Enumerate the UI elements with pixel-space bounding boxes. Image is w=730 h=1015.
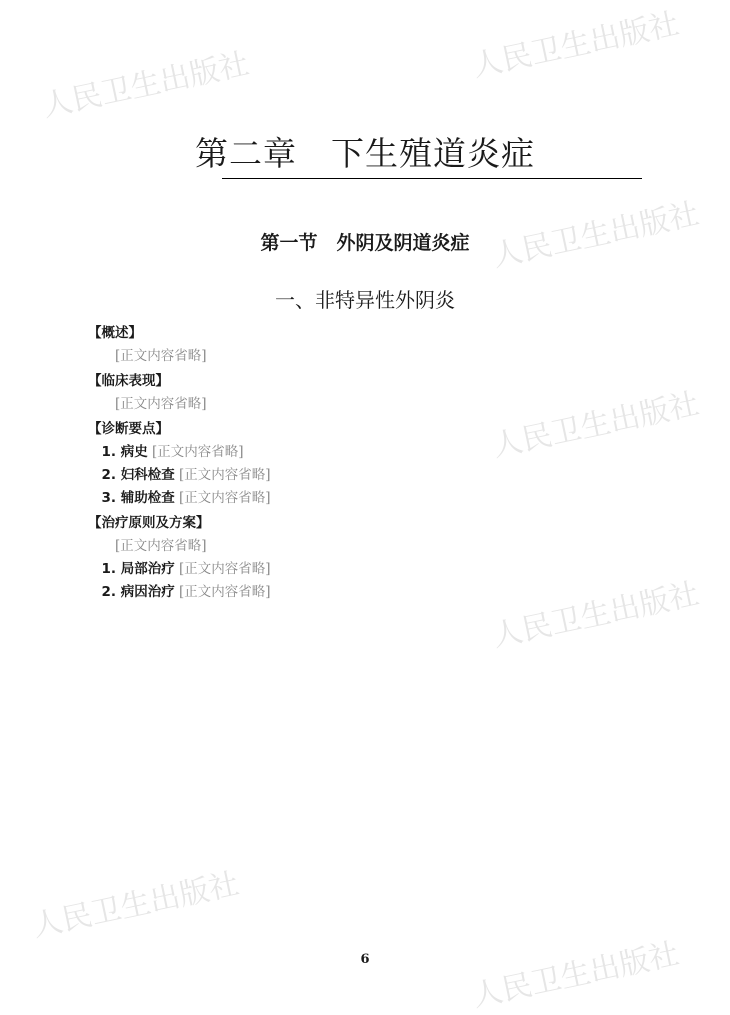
publisher-watermark: 人民卫生出版社 (29, 866, 243, 945)
page-number: 6 (360, 952, 370, 967)
diagnosis-item-text: [正文内容省略] (179, 467, 271, 483)
diagnosis-item (88, 441, 642, 464)
treatment-item-text: [正文内容省略] (179, 561, 271, 577)
treatment-item-text: [正文内容省略] (179, 584, 271, 600)
publisher-watermark: 人民卫生出版社 (469, 936, 683, 1015)
treatment-intro: [正文内容省略] (115, 538, 207, 554)
diagnosis-heading: 【诊断要点】 (88, 421, 169, 437)
overview-text: [正文内容省略] (115, 348, 207, 364)
publisher-watermark: 人民卫生出版社 (469, 6, 683, 85)
diagnosis-item-label: 3. 辅助检查 (101, 490, 175, 506)
section-title: 第一节 外阴及阴道炎症 (260, 232, 470, 254)
treatment-heading: 【治疗原则及方案】 (88, 515, 210, 531)
publisher-watermark: 人民卫生出版社 (489, 386, 703, 465)
diagnosis-item (88, 464, 642, 487)
body-content (88, 320, 642, 604)
chapter-title: 第二章 下生殖道炎症 (195, 134, 535, 173)
publisher-watermark: 人民卫生出版社 (489, 196, 703, 275)
diagnosis-item-text: [正文内容省略] (152, 444, 244, 460)
overview-heading: 【概述】 (88, 325, 142, 341)
clinical-heading: 【临床表现】 (88, 373, 169, 389)
subsection-title: 一、非特异性外阴炎 (275, 288, 455, 312)
treatment-item-label: 1. 局部治疗 (101, 561, 175, 577)
treatment-item (88, 581, 642, 604)
clinical-text: [正文内容省略] (115, 396, 207, 412)
chapter-rule (222, 178, 642, 179)
diagnosis-item (88, 487, 642, 510)
diagnosis-item-label: 2. 妇科检查 (101, 467, 175, 483)
treatment-item (88, 558, 642, 581)
diagnosis-item-label: 1. 病史 (101, 444, 148, 460)
diagnosis-item-text: [正文内容省略] (179, 490, 271, 506)
treatment-item-label: 2. 病因治疗 (101, 584, 175, 600)
publisher-watermark: 人民卫生出版社 (489, 576, 703, 655)
publisher-watermark: 人民卫生出版社 (39, 46, 253, 125)
